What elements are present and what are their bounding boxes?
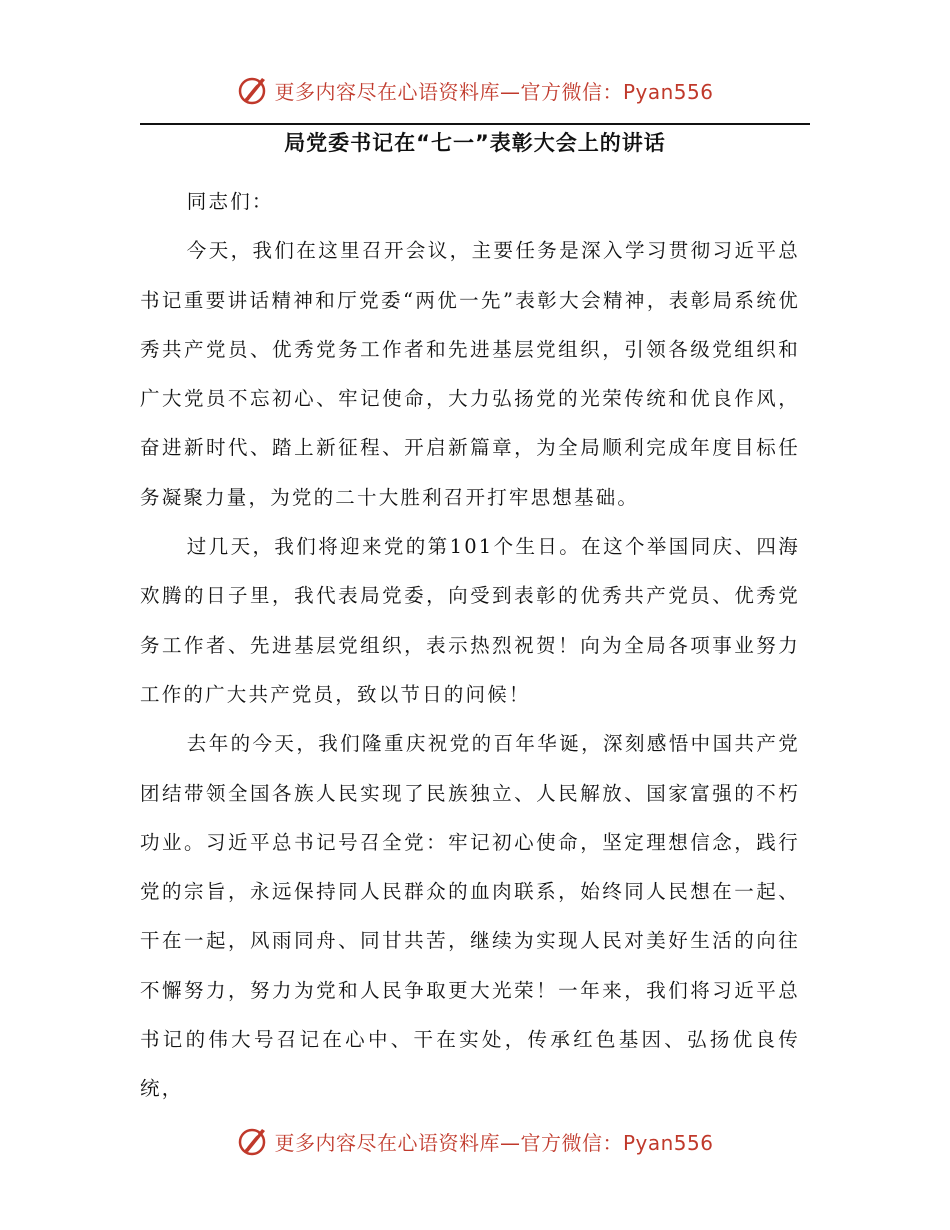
watermark-suffix: 官方微信：Pyan556	[520, 79, 714, 104]
watermark-separator: —	[499, 1130, 521, 1155]
watermark-main: 更多内容尽在心语资料库	[274, 79, 500, 104]
greeting: 同志们：	[186, 190, 274, 213]
watermark-text	[274, 1127, 713, 1156]
document-body	[140, 177, 800, 1114]
footer-watermark	[0, 1121, 950, 1161]
watermark-text	[274, 76, 713, 105]
watermark-separator: —	[499, 79, 521, 104]
header-rule	[140, 123, 810, 125]
watermark-suffix: 官方微信：Pyan556	[520, 1130, 714, 1155]
quill-logo-icon	[236, 73, 270, 107]
paragraph: 过几天，我们将迎来党的第101个生日。在这个举国同庆、四海欢腾的日子里，我代表局党委，向受到表彰的优秀共产党员、优秀党务工作者、先进基层党组织，表示热烈祝贺！向为全局各项事业努力工作的广大共产党员，致以节日的问候！	[140, 535, 800, 706]
quill-logo-icon	[236, 1124, 270, 1158]
paragraph: 去年的今天，我们隆重庆祝党的百年华诞，深刻感悟中国共产党团结带领全国各族人民实现了民族独立、人民解放、国家富强的不朽功业。习近平总书记号召全党：牢记初心使命，坚定理想信念，践行党的宗旨，永远保持同人民群众的血肉联系，始终同人民想在一起、干在一起，风雨同舟、同甘共苦，继续为实现人民对美好生活的向往不懈努力，努力为党和人民争取更大光荣！一年来，我们将习近平总书记的伟大号召记在心中、干在实处，传承红色基因、弘扬优良传统，	[140, 732, 800, 1101]
document-title: 局党委书记在“七一”表彰大会上的讲话	[284, 131, 666, 155]
watermark-main: 更多内容尽在心语资料库	[274, 1130, 500, 1155]
header-watermark	[0, 70, 950, 110]
paragraph: 今天，我们在这里召开会议，主要任务是深入学习贯彻习近平总书记重要讲话精神和厅党委“两优一先”表彰大会精神，表彰局系统优秀共产党员、优秀党务工作者和先进基层党组织，引领各级党组织和广大党员不忘初心、牢记使命，大力弘扬党的光荣传统和优良作风，奋进新时代、踏上新征程、开启新篇章，为全局顺利完成年度目标任务凝聚力量，为党的二十大胜利召开打牢思想基础。	[140, 239, 800, 509]
